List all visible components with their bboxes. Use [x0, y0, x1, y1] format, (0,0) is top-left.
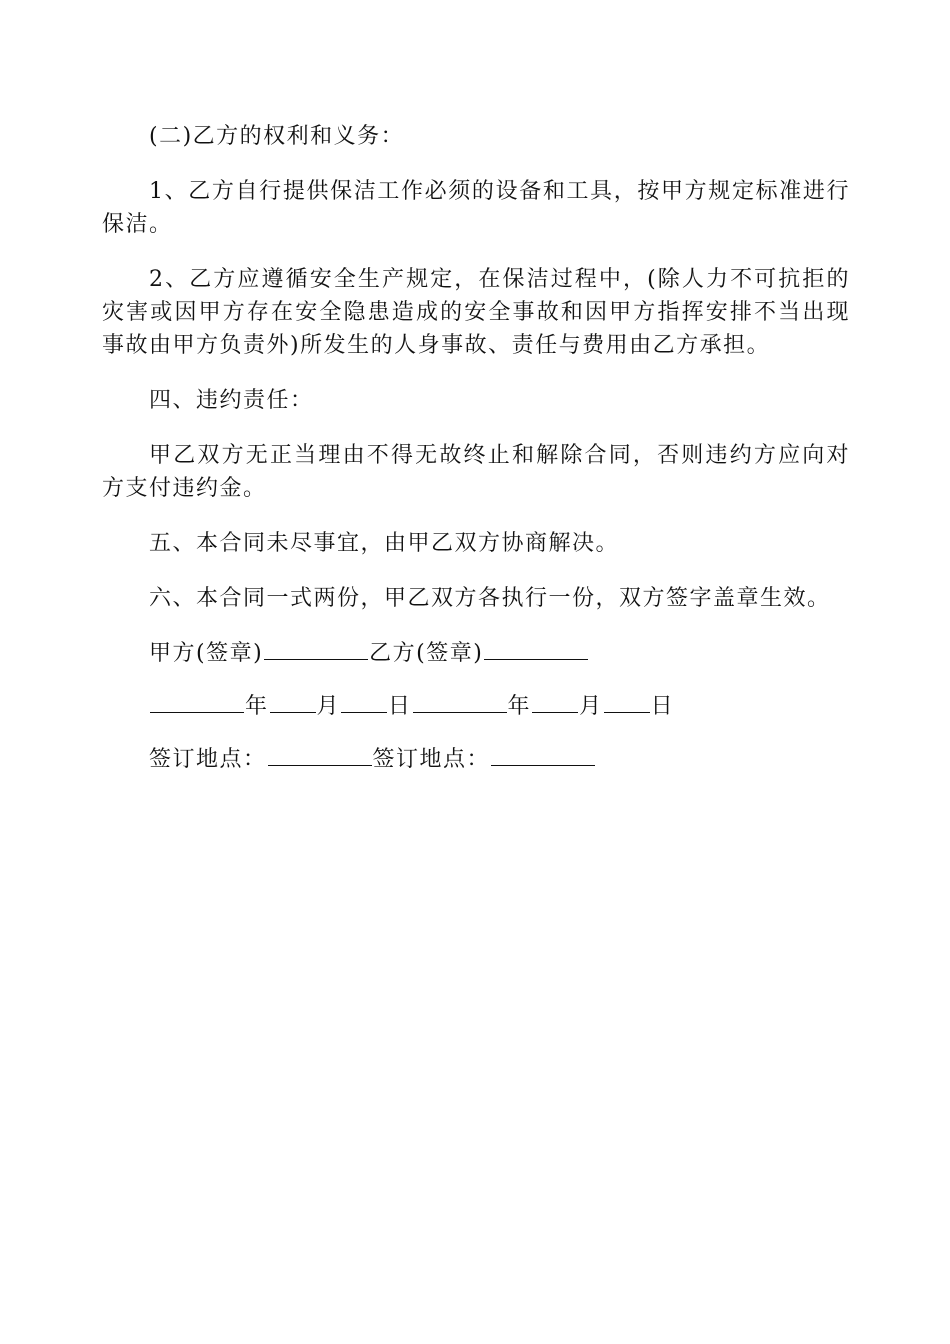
section-heading-breach: 四、违约责任：: [149, 388, 314, 413]
signature-line: [102, 637, 850, 670]
party-b-place-blank[interactable]: [491, 743, 595, 766]
day-label: 日: [650, 694, 675, 719]
date-line: [102, 690, 850, 723]
party-b-day-blank[interactable]: [604, 690, 650, 713]
document-page: [102, 120, 850, 796]
clause-safety: 2、乙方应遵循安全生产规定，在保洁过程中，(除人力不可抗拒的灾害或因甲方存在安全隐患造成的安全事故和因甲方指挥安排不当出现事故由甲方负责外)所发生的人身事故、责任与费用由乙方承担。: [102, 267, 850, 358]
month-label: 月: [579, 694, 603, 719]
party-a-day-blank[interactable]: [341, 690, 387, 713]
party-a-place-label: 签订地点：: [149, 747, 267, 772]
section-heading-party-b-rights: (二)乙方的权利和义务：: [149, 124, 405, 149]
party-a-sign-label: 甲方(签章): [149, 641, 264, 666]
party-b-place-label: 签订地点：: [372, 747, 491, 772]
party-a-sign-blank[interactable]: [264, 637, 368, 660]
party-b-sign-blank[interactable]: [484, 637, 588, 660]
day-label: 日: [388, 694, 412, 719]
place-line: [102, 743, 850, 776]
party-b-sign-label: 乙方(签章): [369, 641, 484, 666]
clause-breach: 甲乙双方无正当理由不得无故终止和解除合同，否则违约方应向对方支付违约金。: [102, 443, 850, 501]
party-a-month-blank[interactable]: [270, 690, 316, 713]
clause-equipment: 1、乙方自行提供保洁工作必须的设备和工具，按甲方规定标准进行保洁。: [102, 179, 850, 237]
year-label: 年: [507, 694, 532, 719]
month-label: 月: [316, 694, 341, 719]
party-a-place-blank[interactable]: [268, 743, 372, 766]
year-label: 年: [245, 694, 269, 719]
party-b-month-blank[interactable]: [532, 690, 578, 713]
party-b-year-blank[interactable]: [413, 690, 507, 713]
clause-copies: 六、本合同一式两份，甲乙双方各执行一份，双方签字盖章生效。: [149, 586, 831, 611]
clause-unresolved-matters: 五、本合同未尽事宜，由甲乙双方协商解决。: [149, 531, 620, 556]
party-a-year-blank[interactable]: [150, 690, 244, 713]
